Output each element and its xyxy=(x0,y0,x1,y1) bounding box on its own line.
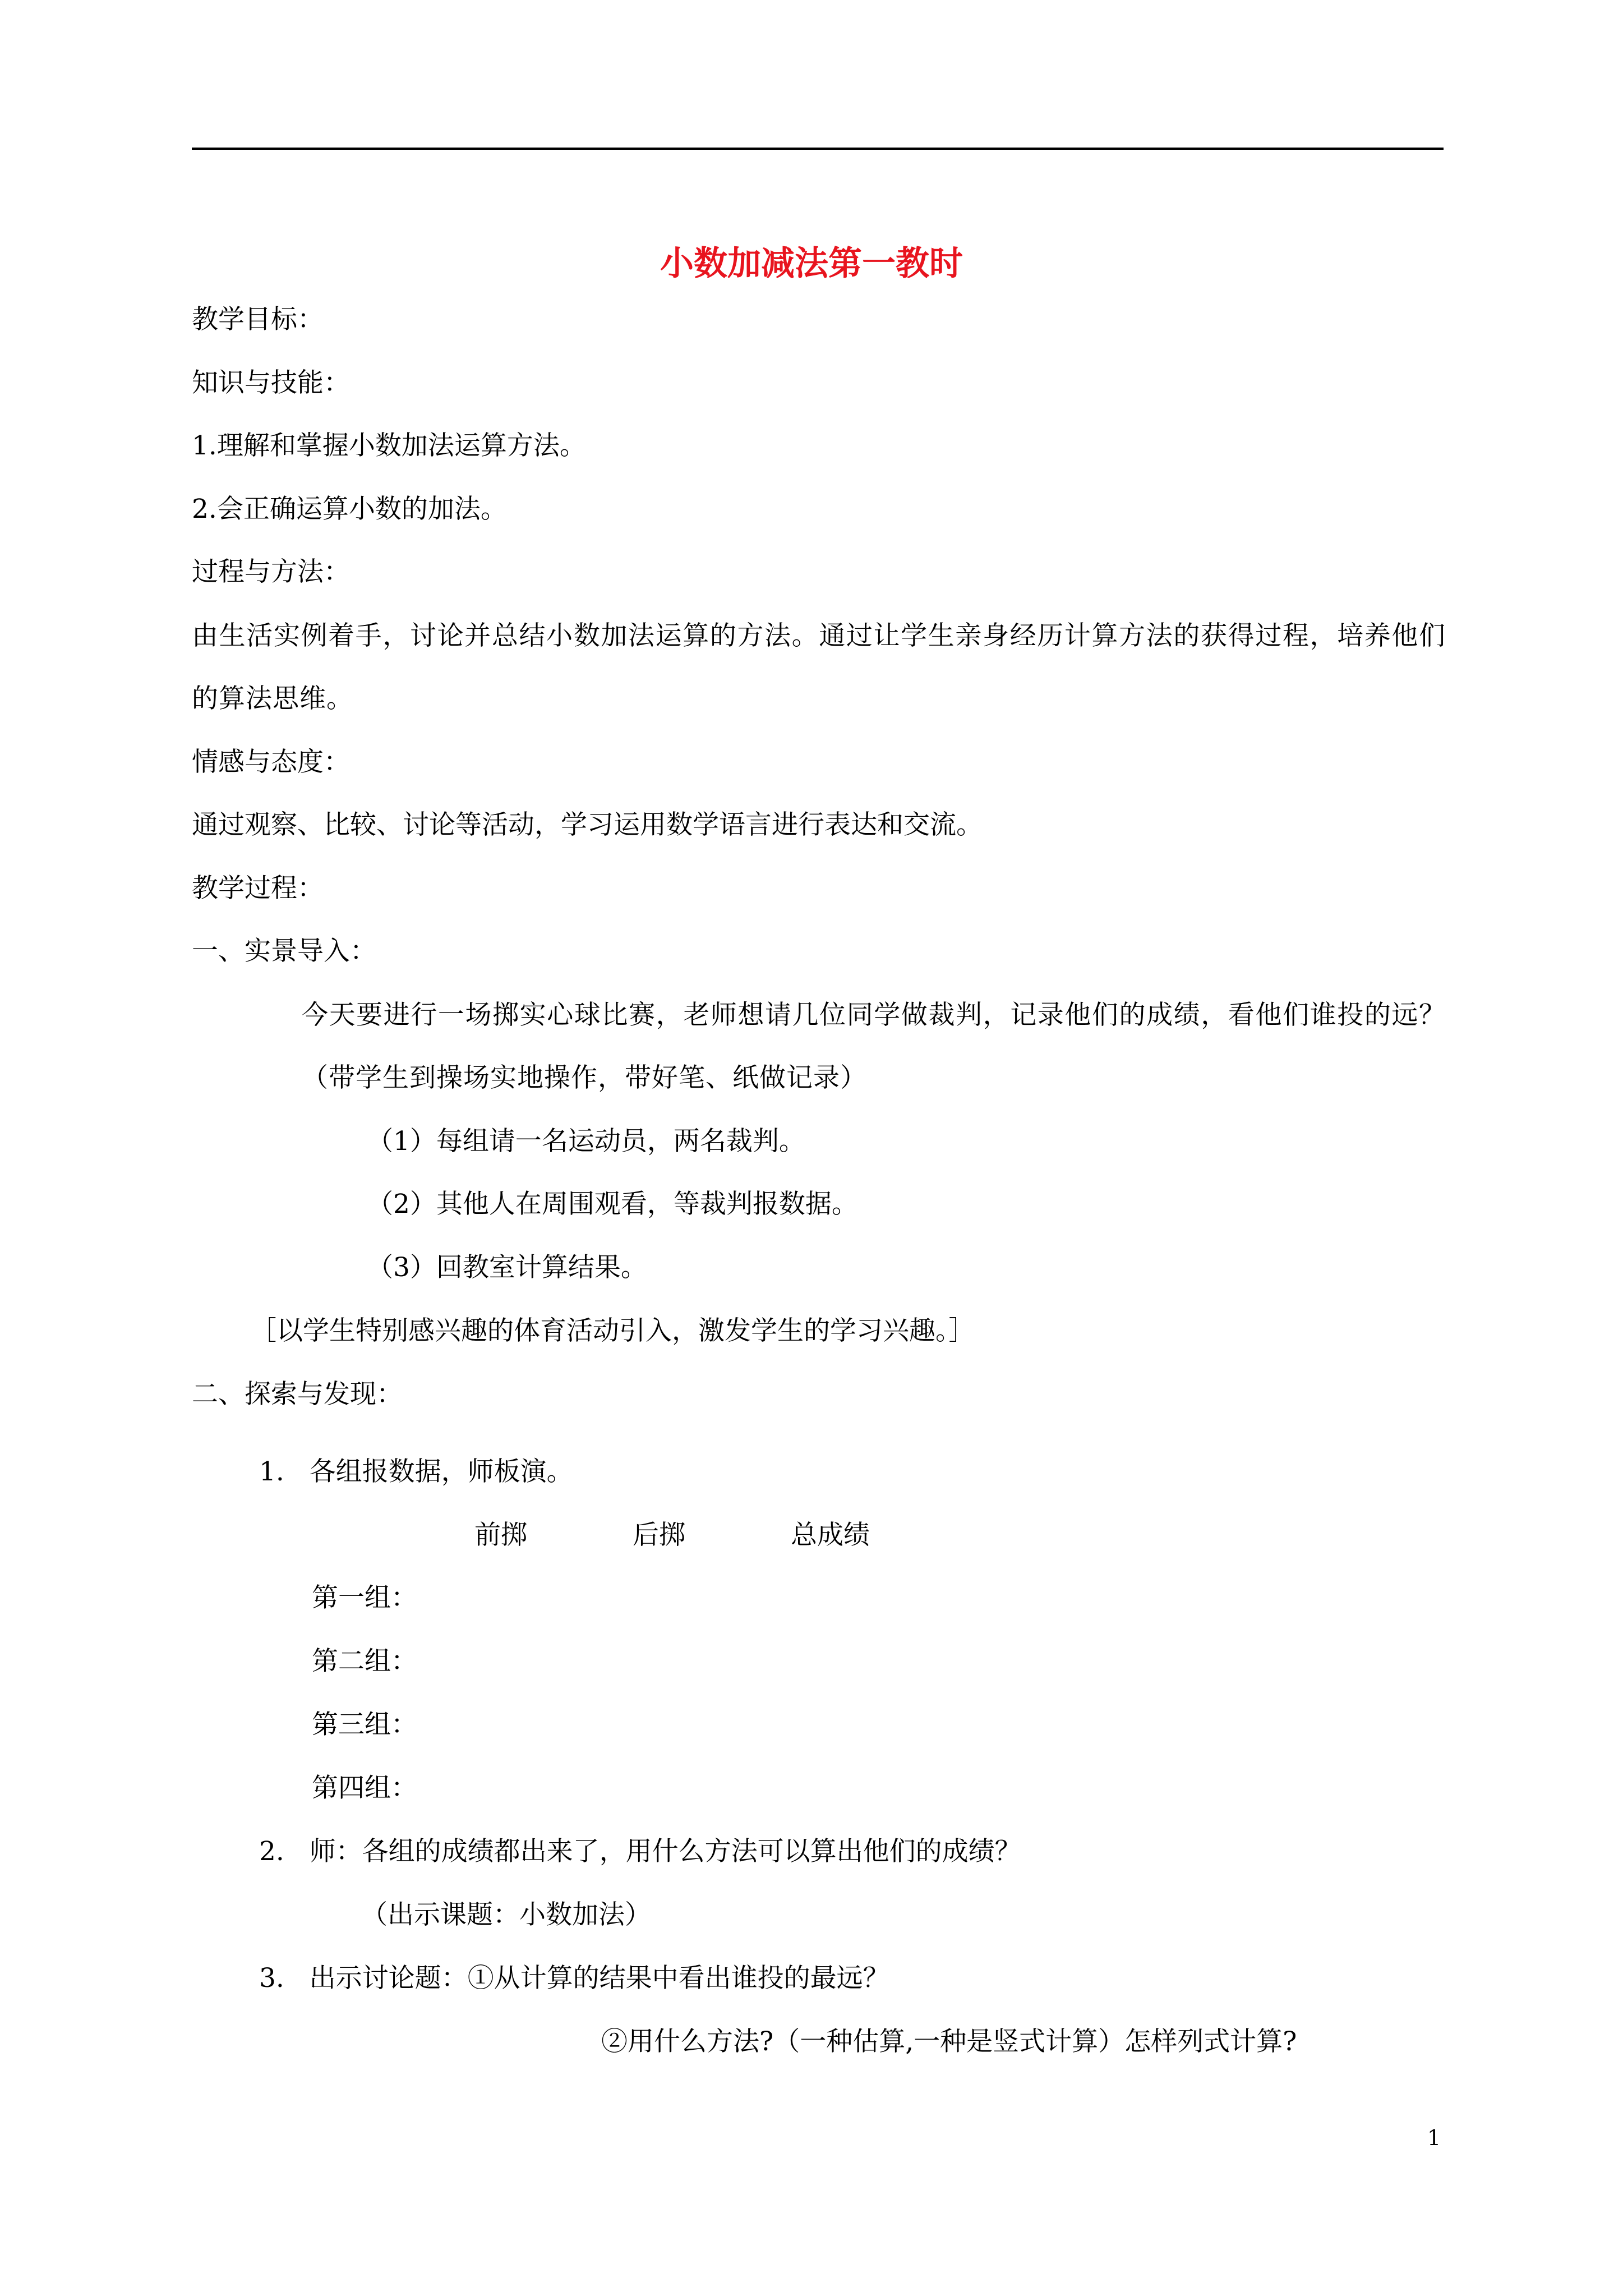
page-number: 1 xyxy=(1427,2125,1441,2150)
section-1-intro: 今天要进行一场掷实心球比赛，老师想请几位同学做裁判，记录他们的成绩，看他们谁投的远？（带学生到操场实地操作，带好笔、纸做记录） xyxy=(302,1000,1446,1093)
attitude-heading: 情感与态度： xyxy=(192,747,350,777)
item-3-sub: ②用什么方法?（一种估算,一种是竖式计算）怎样列式计算? xyxy=(601,2026,1297,2057)
knowledge-item-1: 1.理解和掌握小数加法运算方法。 xyxy=(192,430,586,461)
group-row-2: 第二组： xyxy=(312,1646,417,1677)
item-3: 3. 出示讨论题：①从计算的结果中看出谁投的最远？ xyxy=(259,1963,889,1994)
item-1: 1. 各组报数据，师板演。 xyxy=(259,1456,573,1487)
step-3: （3）回教室计算结果。 xyxy=(367,1252,647,1283)
objectives-heading: 教学目标： xyxy=(192,304,324,335)
document-title: 小数加减法第一教时 xyxy=(660,244,963,284)
group-row-3: 第三组： xyxy=(312,1709,417,1740)
section-2-heading: 二、探索与发现： xyxy=(192,1379,403,1410)
column-header-total: 总成绩 xyxy=(791,1520,870,1550)
column-header-front-throw: 前掷 xyxy=(474,1520,527,1550)
step-2: （2）其他人在周围观看，等裁判报数据。 xyxy=(367,1189,858,1220)
attitude-paragraph: 通过观察、比较、讨论等活动，学习运用数学语言进行表达和交流。 xyxy=(192,809,983,840)
process-heading: 过程与方法： xyxy=(192,556,350,587)
group-row-4: 第四组： xyxy=(312,1773,417,1803)
column-header-back-throw: 后掷 xyxy=(633,1520,685,1550)
process-paragraph: 由生活实例着手，讨论并总结小数加法运算的方法。通过让学生亲身经历计算方法的获得过程，培养他们的算法思维。 xyxy=(192,620,1446,714)
item-2-note: （出示课题：小数加法） xyxy=(361,1899,651,1930)
item-2: 2. 师：各组的成绩都出来了，用什么方法可以算出他们的成绩？ xyxy=(259,1836,1021,1867)
knowledge-heading: 知识与技能： xyxy=(192,367,350,398)
step-1: （1）每组请一名运动员，两名裁判。 xyxy=(367,1126,805,1157)
section-1-note: ［以学生特别感兴趣的体育活动引入，激发学生的学习兴趣。］ xyxy=(250,1315,975,1346)
group-row-1: 第一组： xyxy=(312,1582,417,1613)
teaching-process-heading: 教学过程： xyxy=(192,873,324,904)
section-1-heading: 一、实景导入： xyxy=(192,936,376,967)
knowledge-item-2: 2.会正确运算小数的加法。 xyxy=(192,494,507,524)
header-rule xyxy=(192,148,1444,150)
